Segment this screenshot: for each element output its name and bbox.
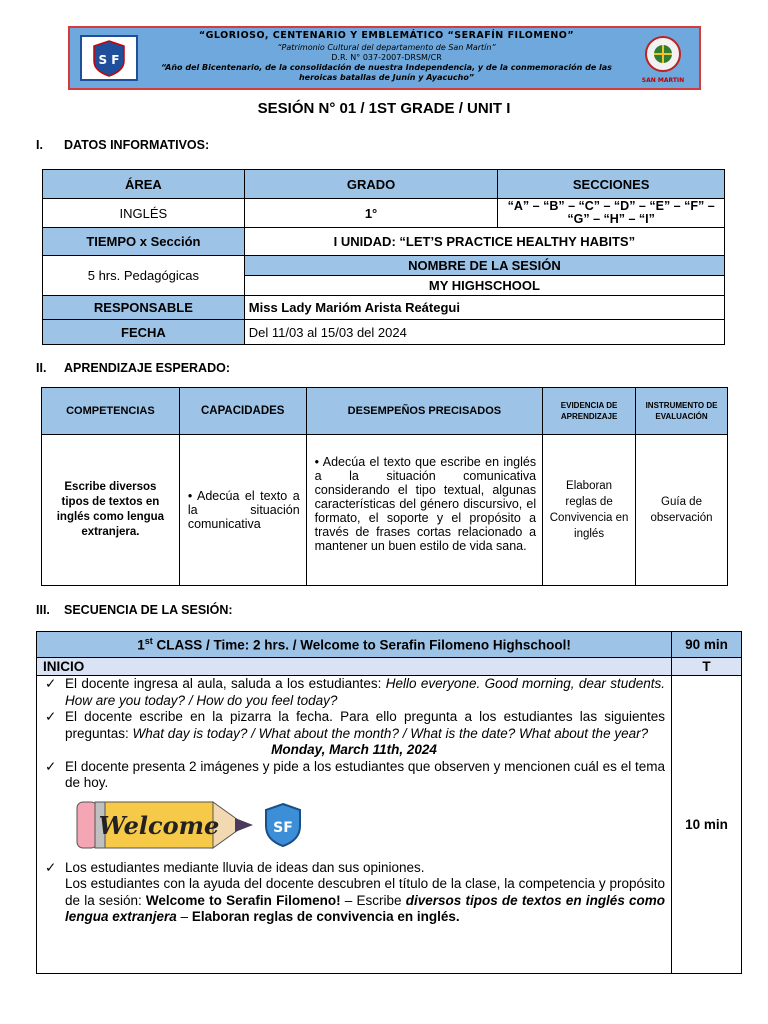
checkmark-icon: ✓ <box>45 859 57 875</box>
desempenos-header: DESEMPEÑOS PRECISADOS <box>306 388 542 435</box>
capacidad-cell <box>179 435 306 586</box>
area-value: INGLÉS <box>43 199 245 228</box>
checkmark-icon: ✓ <box>45 758 57 774</box>
item-text: Los estudiantes mediante lluvia de ideas dan sus opiniones. <box>65 859 425 875</box>
inicio-label: INICIO <box>37 658 672 676</box>
list-item <box>43 860 665 877</box>
class-title-cell <box>37 632 672 658</box>
nombre-sesion-value: MY HIGHSCHOOL <box>244 276 724 296</box>
fecha-value: Del 11/03 al 15/03 del 2024 <box>244 320 724 345</box>
class-number-suffix: st <box>144 636 153 647</box>
nombre-sesion-header: NOMBRE DE LA SESIÓN <box>244 256 724 276</box>
section-number: III. <box>36 603 50 617</box>
checkmark-icon: ✓ <box>45 676 57 691</box>
purpose-text: – Escribe <box>340 892 406 908</box>
instrumento-value: Guía de observación <box>636 435 728 586</box>
list-item <box>43 759 665 792</box>
purpose-title: Welcome to Serafin Filomeno! <box>145 892 341 908</box>
section-label: APRENDIZAJE ESPERADO: <box>64 361 230 375</box>
svg-text:SAN MARTIN: SAN MARTIN <box>641 77 685 84</box>
section-label: DATOS INFORMATIVOS: <box>64 138 210 152</box>
section-number: II. <box>36 361 47 375</box>
tiempo-header: TIEMPO x Sección <box>43 228 245 256</box>
school-logo-left <box>80 35 138 81</box>
instrumento-header: INSTRUMENTO DE EVALUACIÓN <box>636 388 728 435</box>
capacidades-header: CAPACIDADES <box>179 388 306 435</box>
page-title: SESIÓN N° 01 / 1ST GRADE / UNIT I <box>257 100 511 117</box>
item-text-italic: Hello everyone. Good morning, dear students. How are you today? / How do you feel today? <box>65 676 666 708</box>
desempeno-cell <box>306 435 542 586</box>
purpose-evidence: Elaboran reglas de convivencia en inglés. <box>191 909 460 924</box>
section-label: SECUENCIA DE LA SESIÓN: <box>64 603 233 617</box>
item-text: El docente escribe en la pizarra la fecha. Para ello pregunta a los estudiantes las siguientes preguntas: <box>65 709 666 741</box>
responsable-header: RESPONSABLE <box>43 296 245 320</box>
header-line-4: “Año del Bicentenario, de la consolidación de nuestra Independencia, y de la conmemoración de las heroicas batallas de Junín y Ayacucho” <box>161 63 612 82</box>
secciones-header: SECCIONES <box>498 170 725 199</box>
datos-informativos-table <box>42 169 725 345</box>
header-line-1: “GLORIOSO, CENTENARIO Y EMBLEMÁTICO “SERAFÍN FILOMENO” <box>198 30 575 41</box>
item-text-italic: What day is today? / What about the month? / What is the date? What about the year? <box>132 725 649 741</box>
secuencia-sesion-table <box>36 631 742 974</box>
bullet-icon: • <box>314 455 323 469</box>
responsable-value: Miss Lady Marióm Arista Reátegui <box>244 296 724 320</box>
time-column-header: T <box>672 658 742 676</box>
section-number: I. <box>36 138 43 152</box>
class-title: CLASS / Time: 2 hrs. / Welcome to Serafin Filomeno Highschool! <box>152 637 571 653</box>
school-header-banner <box>68 26 701 90</box>
checkmark-icon: ✓ <box>45 709 57 724</box>
desempeno-value: Adecúa el texto que escribe en inglés a la situación comunicativa considerando el tipo textual, algunas características del género discursivo, el formato, el soporte y el propósito a través de frases cortas relacionado a mantener un buen estilo de vida sana. <box>314 455 537 553</box>
section-heading-2 <box>36 361 230 375</box>
inicio-duration: 10 min <box>672 676 742 974</box>
secciones-value: “A” – “B” – “C” – “D” – “E” – “F” – “G” – “H” – “I” <box>498 199 725 228</box>
grado-value: 1° <box>244 199 498 228</box>
list-item <box>43 676 665 709</box>
competencia-value: Escribe diversos tipos de textos en inglés como lengua extranjera. <box>42 435 180 586</box>
item-text: El docente presenta 2 imágenes y pide a los estudiantes que observen y mencionen cuál es el tema de hoy. <box>65 758 666 790</box>
purpose-text: Los estudiantes con la ayuda del docente descubren el título de la clase, la competencia y propósito de la sesión: <box>65 876 666 908</box>
topic-images <box>43 792 665 860</box>
header-line-2: “Patrimonio Cultural del departamento de San Martín” <box>277 43 496 52</box>
total-time: 90 min <box>672 632 742 658</box>
purpose-text: – <box>176 909 192 924</box>
svg-text:Welcome: Welcome <box>98 810 220 840</box>
section-heading-1 <box>36 138 209 152</box>
regional-crest-right <box>637 32 689 86</box>
inicio-content <box>37 676 672 974</box>
welcome-pencil-image <box>67 796 257 854</box>
capacidad-value: Adecúa el texto a la situación comunicativa <box>187 489 300 531</box>
svg-text:SF: SF <box>273 819 293 836</box>
date-line: Monday, March 11th, 2024 <box>271 742 437 757</box>
area-header: ÁREA <box>43 170 245 199</box>
aprendizaje-esperado-table <box>41 387 728 586</box>
unidad-value: I UNIDAD: “LET’S PRACTICE HEALTHY HABITS” <box>244 228 724 256</box>
school-shield-image <box>263 802 303 848</box>
header-line-3: D.R. N° 037-2007-DRSM/CR <box>331 53 442 62</box>
list-item <box>43 709 665 742</box>
purpose-competence: diversos tipos de textos en inglés como lengua extranjera <box>65 892 666 924</box>
svg-text:S F: S F <box>98 53 120 67</box>
class-number: 1 <box>137 637 145 653</box>
fecha-header: FECHA <box>43 320 245 345</box>
bullet-icon: • <box>187 489 197 503</box>
section-heading-3 <box>36 603 233 617</box>
competencias-header: COMPETENCIAS <box>42 388 180 435</box>
item-text: El docente ingresa al aula, saluda a los estudiantes: <box>65 676 386 691</box>
evidencia-value: Elaboran reglas de Convivencia en inglés <box>543 435 636 586</box>
tiempo-value: 5 hrs. Pedagógicas <box>43 256 245 296</box>
session-purpose <box>43 876 665 926</box>
grado-header: GRADO <box>244 170 498 199</box>
evidencia-header: EVIDENCIA DE APRENDIZAJE <box>543 388 636 435</box>
